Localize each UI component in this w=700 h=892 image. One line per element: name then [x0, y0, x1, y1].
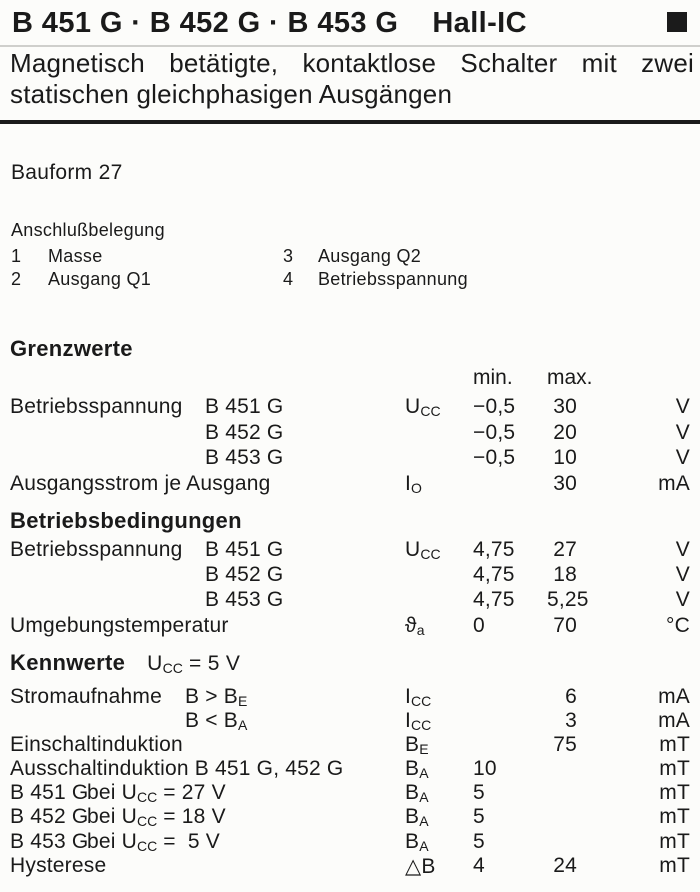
min-value: 4,75 — [473, 538, 515, 561]
unit: V — [675, 395, 690, 418]
max-value: 70 — [553, 613, 577, 637]
betriebsbedingungen-table — [10, 538, 690, 639]
max-value: 5,25 — [547, 588, 589, 612]
param-label: B 453 Gbei UCC = 5 V — [10, 829, 220, 854]
section-heading-betriebsbedingungen: Betriebsbedingungen — [10, 508, 242, 533]
symbol: BA — [405, 805, 429, 830]
symbol — [405, 563, 473, 588]
max-value: 3 — [565, 709, 577, 733]
title-product: Hall-IC — [432, 7, 527, 39]
pin-label: Betriebsspannung — [318, 269, 468, 289]
min-value — [473, 709, 547, 733]
min-value: −0,5 — [473, 446, 516, 469]
min-value: 4,75 — [473, 563, 515, 587]
section-heading-grenzwerte: Grenzwerte — [10, 336, 133, 361]
unit: mT — [659, 733, 690, 757]
param-label: B 453 G — [205, 446, 284, 469]
param-label: Hysterese — [10, 853, 107, 877]
param-label: Betriebsspannung B 451 G — [10, 538, 284, 561]
unit: V — [675, 420, 690, 444]
param-label: B 453 G — [205, 588, 284, 612]
symbol: ϑa — [405, 613, 425, 638]
pin-number: 4 — [283, 269, 294, 289]
pin-number: 1 — [11, 246, 22, 266]
max-value: 10 — [553, 446, 577, 469]
unit: V — [675, 588, 690, 612]
col-header-max: max. — [547, 366, 593, 389]
symbol: BE — [405, 733, 429, 758]
param-label: Stromaufnahme B > BE — [10, 685, 248, 709]
title-models: B 451 G · B 452 G · B 453 G — [12, 7, 399, 39]
symbol: UCC — [405, 395, 441, 419]
max-value: 24 — [553, 853, 577, 877]
unit: V — [675, 446, 690, 469]
max-value — [547, 781, 577, 805]
table-row — [10, 563, 690, 588]
symbol — [405, 421, 473, 447]
param-label: B 452 G — [205, 563, 284, 587]
max-value — [547, 830, 577, 854]
pinout-heading: Anschlußbelegung — [11, 220, 165, 240]
section-heading-kennwerte: Kennwerte UCC = 5 V — [10, 650, 241, 676]
max-value — [547, 805, 577, 829]
unit: mT — [659, 805, 690, 829]
max-value: 75 — [553, 733, 577, 757]
delta-triangle-icon: △B — [405, 854, 436, 878]
max-value: 20 — [553, 420, 577, 444]
param-label: Ausschaltinduktion B 451 G, 452 G — [10, 757, 344, 781]
min-value: 0 — [473, 613, 485, 637]
unit: °C — [666, 613, 690, 637]
min-value — [473, 733, 547, 757]
min-value — [473, 472, 547, 498]
min-value: 5 — [473, 805, 485, 829]
bauform-label: Bauform 27 — [11, 161, 123, 184]
symbol: BA — [405, 757, 429, 782]
max-value: 18 — [553, 563, 577, 587]
unit: mA — [658, 685, 690, 708]
col-header-min: min. — [473, 366, 513, 389]
table-row — [10, 757, 690, 781]
unit: mT — [659, 781, 690, 805]
pinout-row — [11, 246, 681, 269]
param-label: B < BA — [185, 709, 248, 734]
symbol — [405, 854, 473, 879]
param-label: Betriebsspannung B 451 G — [10, 395, 284, 418]
kennwerte-condition: UCC = 5 V — [147, 652, 241, 676]
table-row — [10, 805, 690, 829]
min-value: −0,5 — [473, 420, 516, 444]
pinout-row — [11, 269, 681, 292]
page-title — [12, 7, 527, 40]
symbol: BA — [405, 781, 429, 806]
table-row — [10, 830, 690, 854]
pin-label: Ausgang Q2 — [318, 246, 422, 266]
table-row — [10, 538, 690, 563]
table-row — [10, 421, 690, 447]
grenzwerte-table — [10, 395, 690, 497]
table-row — [10, 614, 690, 639]
min-value — [473, 685, 547, 709]
symbol — [405, 446, 473, 472]
table-row — [10, 733, 690, 757]
param-label: B 452 G — [205, 420, 284, 444]
param-label: B 451 Gbei UCC = 27 V — [10, 781, 226, 806]
unit: mT — [659, 853, 690, 877]
page-subtitle: Magnetisch betätigte, kontaktlose Schalter mit zwei statischen gleichphasigen Ausgängen — [10, 48, 694, 109]
unit: mT — [659, 829, 690, 853]
table-row — [10, 685, 690, 709]
pin-number: 2 — [11, 269, 22, 289]
table-row — [10, 709, 690, 733]
min-value: 5 — [473, 781, 485, 805]
unit: mT — [659, 757, 690, 781]
symbol — [405, 588, 473, 613]
unit: mA — [658, 709, 690, 733]
max-value: 27 — [553, 538, 577, 561]
min-value: 5 — [473, 829, 485, 853]
min-value: 10 — [473, 757, 497, 781]
max-value: 6 — [565, 685, 577, 708]
unit: V — [675, 538, 690, 561]
min-value: 4 — [473, 853, 485, 877]
pin-label: Masse — [48, 246, 103, 266]
unit: mA — [658, 471, 690, 495]
table-row — [10, 395, 690, 421]
min-value: 4,75 — [473, 588, 515, 612]
symbol: ICC — [405, 709, 432, 734]
pin-label: Ausgang Q1 — [48, 269, 152, 289]
table-row — [10, 446, 690, 472]
max-value: 30 — [553, 395, 577, 418]
divider-heavy — [0, 120, 700, 124]
table-row — [10, 472, 690, 498]
kennwerte-table — [10, 685, 690, 878]
param-label: Umgebungstemperatur — [10, 613, 229, 637]
param-label: Ausgangsstrom je Ausgang — [10, 471, 271, 495]
table-row — [10, 588, 690, 613]
min-value: −0,5 — [473, 395, 516, 418]
max-value: 30 — [553, 471, 577, 495]
symbol: IO — [405, 471, 422, 496]
black-square-icon — [667, 12, 687, 32]
pinout-table — [11, 246, 681, 292]
table-row — [10, 781, 690, 805]
symbol: ICC — [405, 685, 432, 709]
table-row — [10, 854, 690, 878]
symbol: UCC — [405, 538, 441, 562]
unit: V — [675, 563, 690, 587]
pin-number: 3 — [283, 246, 294, 266]
symbol: BA — [405, 829, 429, 854]
param-label: Einschaltinduktion — [10, 733, 183, 757]
max-value — [547, 757, 577, 781]
divider-light — [0, 45, 700, 47]
param-label: B 452 Gbei UCC = 18 V — [10, 805, 226, 830]
